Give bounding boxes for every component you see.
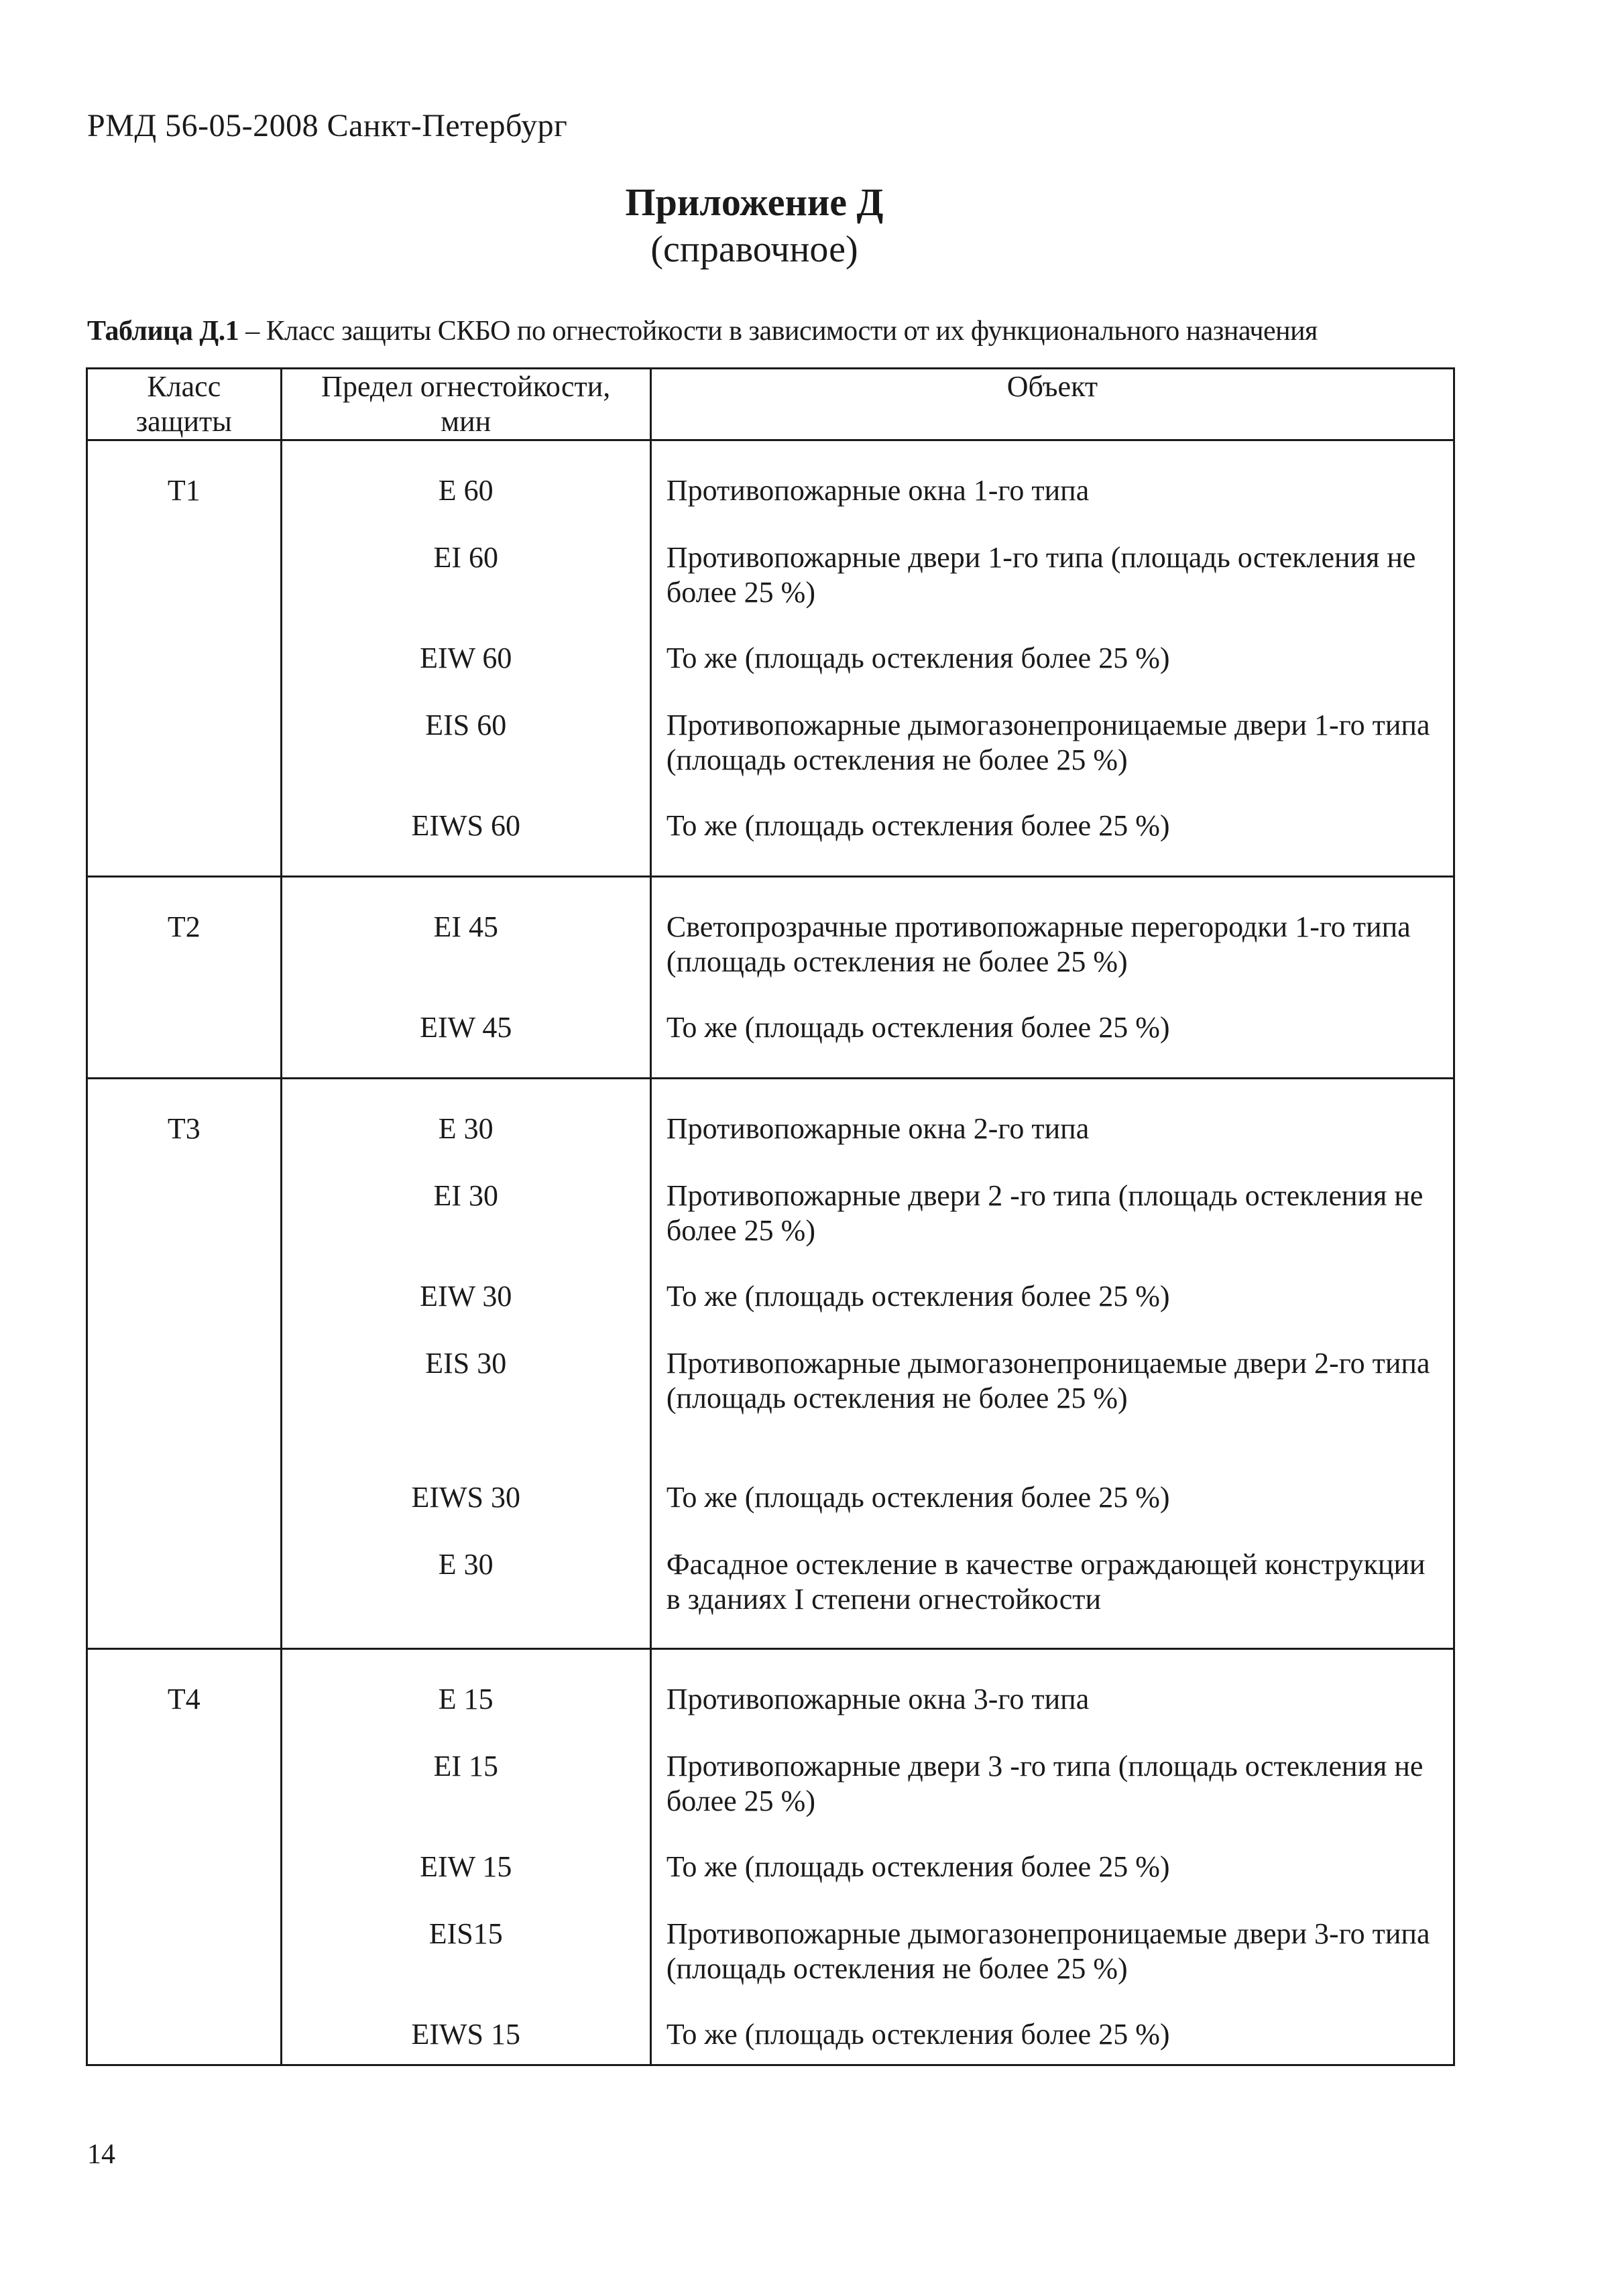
object-description: Светопрозрачные противопожарные перегородки 1-го типа (площадь остекления не более 25 %) [666, 910, 1411, 978]
object-description: То же (площадь остекления более 25 %) [666, 1850, 1170, 1883]
header-object [650, 369, 1454, 440]
object-cell [650, 877, 1454, 1079]
header-class-line2: защиты [135, 405, 232, 438]
fire-limit-value: EIWS 30 [411, 1481, 520, 1514]
object-description: То же (площадь остекления более 25 %) [666, 1481, 1170, 1514]
header-object-label: Объект [1006, 370, 1098, 403]
table-row [87, 440, 1454, 877]
fire-limit-value: EIW 60 [420, 642, 512, 674]
fire-limit-value: E 30 [438, 1548, 494, 1581]
table-row [87, 1649, 1454, 2065]
fire-limit-cell [281, 877, 650, 1079]
fire-limit-value: E 60 [438, 474, 494, 507]
fire-limit-value: E 15 [438, 1683, 494, 1715]
object-description: Противопожарные окна 1-го типа [666, 474, 1090, 507]
table-group [87, 877, 1454, 1079]
fire-limit-value: EIWS 15 [411, 2018, 520, 2051]
object-description: То же (площадь остекления более 25 %) [666, 1011, 1170, 1044]
fire-limit-value: EI 60 [433, 541, 498, 574]
protection-class-cell: T2 [87, 877, 282, 1079]
object-description: То же (площадь остекления более 25 %) [666, 809, 1170, 842]
object-cell [650, 1649, 1454, 2065]
object-description: Противопожарные окна 3-го типа [666, 1683, 1090, 1715]
object-cell [650, 440, 1454, 877]
object-description: Противопожарные двери 3 -го типа (площадь остекления не более 25 %) [666, 1750, 1424, 1817]
table-header-row [87, 369, 1454, 440]
fire-limit-cell [281, 440, 650, 877]
protection-class-cell: T3 [87, 1079, 282, 1649]
fire-limit-value: EIW 45 [420, 1011, 512, 1044]
page-number: 14 [87, 2139, 115, 2170]
table-caption-text: – Класс защиты СКБО по огнестойкости в зависимости от их функционального назначения [239, 316, 1318, 347]
header-class-line1: Класс [147, 370, 221, 403]
object-description: Противопожарные окна 2-го типа [666, 1112, 1090, 1145]
table-caption [87, 315, 1318, 347]
protection-class-cell: T4 [87, 1649, 282, 2065]
fire-resistance-table [86, 367, 1455, 2066]
fire-limit-value: EI 15 [433, 1750, 498, 1783]
object-description: Противопожарные дымогазонепроницаемые двери 3-го типа (площадь остекления не более 25 %) [666, 1917, 1430, 1985]
fire-limit-value: EI 30 [433, 1179, 498, 1212]
appendix-title: Приложение Д [625, 180, 884, 224]
object-description: То же (площадь остекления более 25 %) [666, 2018, 1170, 2051]
header-limit-line1: Предел огнестойкости, [321, 370, 611, 403]
object-description: Фасадное остекление в качестве ограждающей конструкции в зданиях I степени огнестойкости [666, 1548, 1426, 1616]
object-description: То же (площадь остекления более 25 %) [666, 1280, 1170, 1313]
fire-limit-value: EIS15 [428, 1917, 503, 1950]
object-cell [650, 1079, 1454, 1649]
table-group [87, 1649, 1454, 2065]
table-row [87, 1079, 1454, 1649]
fire-limit-cell [281, 1649, 650, 2065]
fire-limit-value: EIS 30 [425, 1347, 507, 1380]
fire-limit-value: E 30 [438, 1112, 494, 1145]
fire-limit-value: EIWS 60 [411, 809, 520, 842]
object-description: Противопожарные дымогазонепроницаемые двери 2-го типа (площадь остекления не более 25 %) [666, 1347, 1430, 1414]
object-description: Противопожарные дымогазонепроницаемые двери 1-го типа (площадь остекления не более 25 %) [666, 709, 1430, 776]
object-description: Противопожарные двери 1-го типа (площадь остекления не более 25 %) [666, 541, 1416, 609]
header-fire-resistance-limit [281, 369, 650, 440]
header-protection-class [87, 369, 282, 440]
fire-limit-value: EIW 15 [420, 1850, 512, 1883]
table-row [87, 877, 1454, 1079]
appendix-subtitle: (справочное) [650, 229, 858, 270]
table-group [87, 1079, 1454, 1649]
table-caption-label: Таблица Д.1 [87, 316, 239, 347]
document-header: РМД 56-05-2008 Санкт-Петербург [87, 108, 568, 143]
protection-class-cell: T1 [87, 440, 282, 877]
object-description: То же (площадь остекления более 25 %) [666, 642, 1170, 674]
table-group [87, 440, 1454, 877]
fire-limit-value: EI 45 [433, 910, 498, 943]
fire-limit-value: EIS 60 [425, 709, 507, 741]
header-limit-line2: мин [441, 405, 491, 438]
fire-limit-value: EIW 30 [420, 1280, 512, 1313]
object-description: Противопожарные двери 2 -го типа (площадь остекления не более 25 %) [666, 1179, 1424, 1247]
fire-limit-cell [281, 1079, 650, 1649]
